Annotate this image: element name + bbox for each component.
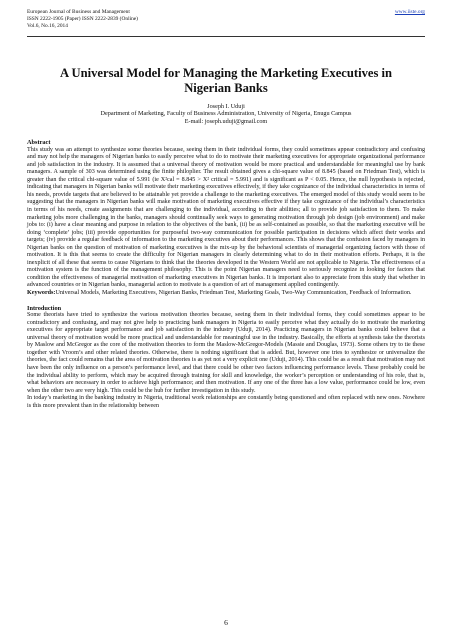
introduction-paragraph-2: In today’s marketing in the banking industry in Nigeria, traditional work relationships are constantly being questioned and often replaced with new ones. Nowhere is this more prevalent than in the relationship between	[27, 395, 425, 409]
journal-header	[27, 9, 425, 30]
author-block	[27, 103, 425, 125]
paper-title: A Universal Model for Managing the Marketing Executives in Nigerian Banks	[59, 66, 393, 95]
paper-body	[27, 139, 425, 410]
keywords	[27, 290, 425, 298]
issn: ISSN 2222-1905 (Paper) ISSN 2222-2839 (Online)	[27, 16, 138, 22]
keywords-text: Universal Models, Marketing Executives, Nigerian Banks, Friedman Test, Marketing Goals, Two-Way Communication, Feedback of Information.	[55, 289, 412, 296]
author-name: Joseph I. Uduji	[207, 103, 245, 110]
volume: Vol.6, No.16, 2014	[27, 23, 68, 29]
abstract-heading: Abstract	[27, 139, 51, 146]
introduction-paragraph-1: Some theorists have tried to synthesize the various motivation theories because, seeing them in their individual forms, they could sometimes appear to be contradictory and confusing, and may not give help to practicing bank managers in Nigeria to easily perceive what they actually do to motivate the marketing executives for appropriate target performance and job satisfaction in the industry (Uduji, 2014). Practicing managers in Nigerian banks could believe that a universal theory of motivation would be more practical and understandable for meaningful use in the industry. Basically, the efforts at synthesis take the theorists by Maslow and McGregor as the core of the motivation theories to form the Maslow-McGregor-Models (Massie and Douglas, 1973). Some others try to tie these together with Vroom’s and other related theories. Otherwise, there is nothing significant that is added. But, however one tries to synthesize or universalize the theories, the fact could remains that the area of motivation theories is as yet not a very explicit one (Uduji, 2014). This could be as a result that motivation may not have been the only influence on a person’s performance level, and that there could be other two factors influencing performance levels. These probably could be the individual ability to perform, which may be acquired through training for skill and knowledge, the worker’s perception or understanding of his role, that is, what behaviors are necessary in order to achieve high performance; and then motivation. If any one of the three has a low value, performance could be low, even when the other two are very high. This could be the hub for further investigation in this study.	[27, 312, 425, 394]
journal-url[interactable]: www.iiste.org	[394, 9, 425, 15]
introduction-heading: Introduction	[27, 304, 62, 312]
abstract-text: This study was an attempt to synthesize some theories because, seeing them in their individual forms, they could sometimes appear contradictory and confusing and may not help the managers of Nigerian banks to easily perceive what to do to motivate their marketing executives for appropriate organizational performance and job satisfaction in the industry. It is assumed that a universal theory of motivation would be more practical and understandable for meaningful use by bank managers. A sample of 303 was determined using the finite philoplier. The result obtained gives a chi-square value of 8.845 (based on Friedman Test), which is greater than the critical chi-square value of 5.991 (ie X²cal = 8.845 > X² critical = 5.991) and is significant as P < 0.05. Hence, the null hypothesis is rejected, indicating that managers in Nigerian banks will motivate their marketing executives effectively, if they take cognizance of the individual characteristics in terms of his needs, provide targets that are believed to be attainable yet provide a challenge to the marketing executives. The emerged model of this study would seem to be suggesting that the managers in Nigerian banks will make motivation of marketing executives effective if they take cognizance of the individual’s characteristics in terms of his needs, create assignments that are challenging to the individual, according to their abilities; all to provide job satisfaction to them. To make marketing jobs more challenging in the banks, managers should continually seek ways to generating motivation through job design (job environment) and make jobs to: (i) have a clear meaning and purpose in relation to the objectives of the bank, (ii) be as self-contained as possible, so that the marketing executive will be doing ‘complete’ jobs; (iii) provide opportunities for purposeful two-way communication for possible participation in decisions which affect their works and targets; (iv) provide a regular feedback of information to the marketing executives about their performances. This shows that the confusion faced by managers in Nigerian banks on the question of motivation of marketing executives is the mix-up by the behavioral scientists of managerial organizing factors with those of motivation. It is this that seems to create the difficulty for Nigerian managers in clearly determining what to do in their motivation efforts. Perhaps, it is the inexplicit of all these that seems to cause Nigerians to think that the theories developed in the Western World are not applicable to Nigeria. The effectiveness of a motivation system is the function of the management philosophy. This is the point Nigerian managers need to seriously recognize in looking for factors that condition the effectiveness of managerial motivation of marketing executives in Nigerian banks. It is important also to appreciate from this study that whether in advanced countries or in Nigerian banks, managerial action to motivate is a question of art of management applied contingently.	[27, 146, 425, 289]
header-rule	[27, 36, 425, 37]
keywords-label: Keywords:	[27, 289, 56, 296]
journal-name: European Journal of Business and Management	[27, 9, 130, 15]
author-email: E-mail: joseph.uduji@gmail.com	[184, 117, 268, 125]
affiliation: Department of Marketing, Faculty of Business Administration, University of Nigeria, Enugu Campus	[100, 110, 352, 118]
page-number: 6	[224, 618, 228, 627]
